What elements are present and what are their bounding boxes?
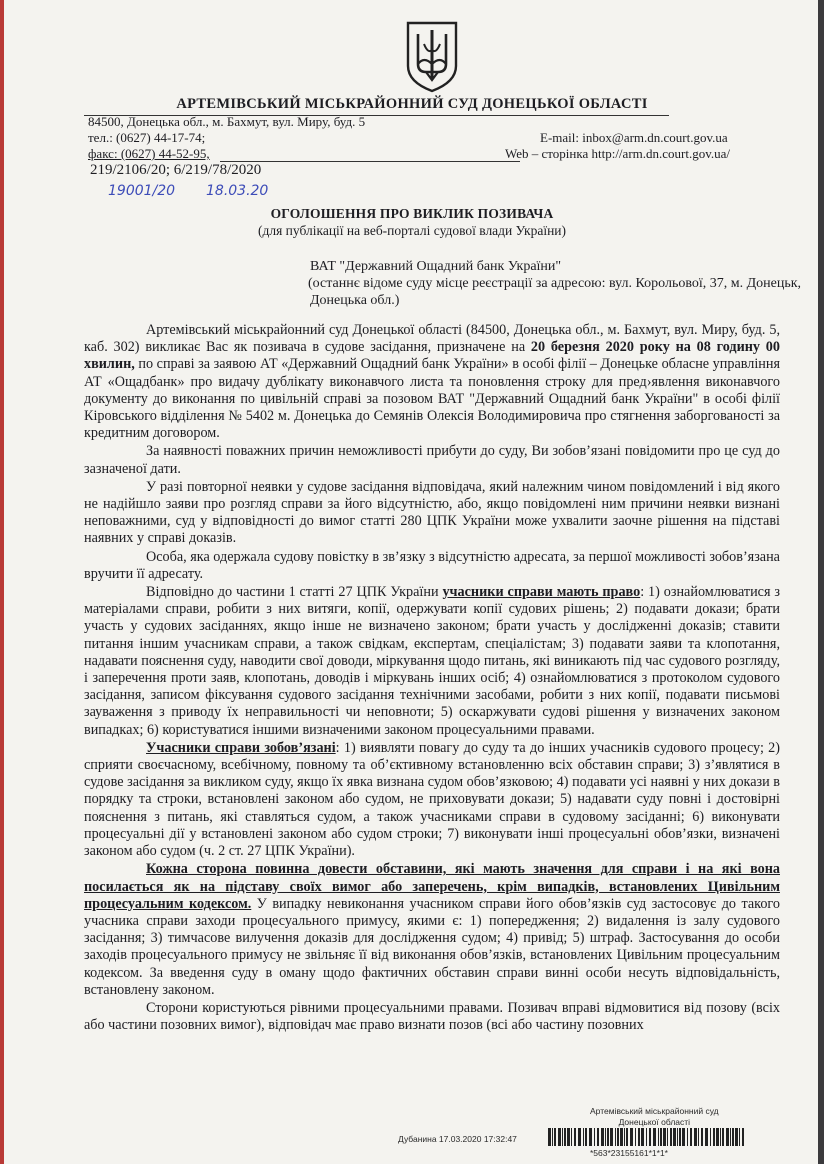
handwritten-date: 18.03.20 xyxy=(206,183,269,199)
paragraph-burden-of-proof: Кожна сторона повинна довести обставини, які мають значення для справи і на які вона посилається як на підставу своїх вимог або заперечень, крім випадків, встановлених Цивільним процесуальним кодексом. У випадку невиконання учасником справи його обов’язків суд застосовує до такого учасника справи заходи процесуального примусу, якими є: 1) попередження; 2) видалення із залу судового засідання; 3) тимчасове вилучення доказів для дослідження судом; 4) привід; 5) штраф. Застосування до особи заходів процесуального примусу не звільняє її від виконання обов’язків, встановлених Цивільним процесуальним кодексом. За введення суду в оману щодо фактичних обставин справи винні особи несуть відповідальність, встановлену законом. xyxy=(84,861,780,998)
paragraph-participant-rights: Відповідно до частини 1 статті 27 ЦПК України учасники справи мають право: 1) ознайомлюватися з матеріалами справи, робити з них витяги, копії, одержувати копії судових рішень; 2) подавати докази; брати участь у судових засіданнях, якщо інше не визначено законом; брати участь у дослідженні доказів; ставити питання іншим учасникам справи, а також свідкам, експертам, спеціалістам; 3) подавати заяви та клопотання, надавати пояснення суду, наводити свої доводи, міркування щодо питань, які виникають під час судового розгляду, і заперечення проти заяв, клопотань, доводів і міркувань інших осіб; 4) ознайомлюватися з протоколом судового засідання, записом фіксування судового засідання технічними засобами, робити з них копії, подавати письмові зауваження з приводу їх неправильності чи неповноти; 5) оскаржувати судові рішення у визначених законом випадках; 6) користуватися іншими визначеними законом процесуальними правами. xyxy=(84,584,780,738)
court-stamp: Артемівський міськрайонний суд Донецької області xyxy=(590,1106,719,1127)
recipient-block xyxy=(310,258,810,309)
contact-divider xyxy=(220,161,520,162)
court-fax: факс: (0627) 44-52-95, xyxy=(88,146,210,161)
recipient-name: ВАТ "Державний Ощадний банк України" xyxy=(310,259,562,274)
court-website: Web – сторінка http://arm.dn.court.gov.ua/ xyxy=(505,146,731,161)
handwritten-reg-number: 19001/20 xyxy=(108,183,176,199)
case-numbers: 219/2106/20; 6/219/78/2020 xyxy=(90,162,262,178)
paragraph-notify-court: За наявності поважних причин неможливості прибути до суду, Ви зобов’язані повідомити про це суд до зазначеної дати. xyxy=(84,443,780,477)
paragraph-deliver-summons: Особа, яка одержала судову повістку в зв’язку з відсутністю адресата, за першої можливості зобов’язана вручити її адресату. xyxy=(84,548,780,582)
announcement-subtitle: (для публікації на веб-порталі судової влади України) xyxy=(257,223,567,238)
court-address: 84500, Донецька обл., м. Бахмут, вул. Миру, буд. 5 xyxy=(88,114,366,129)
barcode-text: *563*23155161*1*1* xyxy=(590,1148,668,1158)
page-left-edge xyxy=(0,0,4,1164)
trident-coat-of-arms-icon xyxy=(404,20,460,94)
paragraph-equal-rights: Сторони користуються рівними процесуальними правами. Позивач вправі відмовитися від позову (всіх або частини позовних вимог), відповідач має право визнати позов (всі або частину позовних xyxy=(84,999,780,1034)
page-right-edge xyxy=(818,0,824,1164)
barcode-icon xyxy=(548,1128,748,1146)
announcement-body xyxy=(84,322,780,1034)
recipient-address-note: (останнє відоме суду місце реєстрації за адресою: вул. Корольової, 37, м. Донецьк, Донецька обл.) xyxy=(308,276,802,308)
announcement-title: ОГОЛОШЕННЯ ПРО ВИКЛИК ПОЗИВАЧА xyxy=(270,206,554,221)
paragraph-summons: Артемівський міськрайонний суд Донецької області (84500, Донецька обл., м. Бахмут, вул. Миру, буд. 5, каб. 302) викликає Вас як позивача в судове засідання, призначене на 20 березня 2020 року на 08 годину 00 хвилин, по справі за заявою АТ «Державний Ощадний банк України» в особі філії – Донецьке обласне управління АТ «Ощадбанк» про видачу дублікату виконавчого листа та поновлення строку для пред›явлення виконавчого документу до виконання по цивільній справі за позовом ВАТ "Державний Ощадний банк України" в особі філії Кіровського відділення № 5402 м. Донецька до Семянів Олексія Володимировича про стягнення заборгованості за кредитним договором. xyxy=(84,322,780,442)
paragraph-default-judgment: У разі повторної неявки у судове засідання відповідача, який належним чином повідомлений і від якого не надійшло заяви про розгляд справи за його відсутністю, або, якщо повідомлені ним причини неявки визнані неповажними, суд у відповідності до вимог статті 280 ЦПК України може ухвалити заочне рішення на підставі наявних у справі доказів. xyxy=(84,478,780,547)
paragraph-participant-duties: Учасники справи зобов’язані: 1) виявляти повагу до суду та до інших учасників судового процесу; 2) сприяти своєчасному, всебічному, повному та об’єктивному встановленню всіх обставин справи; 3) з’являтися в судове засідання за викликом суду, якщо їх явка визнана судом обов’язковою; 4) подавати усі наявні у них докази в порядку та строки, встановлені законом або судом, не приховувати докази; 5) надавати суду повні і достовірні пояснення з питань, які ставляться судом, а також учасниками справи в судовому засіданні; 6) виконувати процесуальні дії у встановлені законом або судом строки; 7) виконувати інші процесуальні обов’язки, визначені законом або судом (ч. 2 ст. 27 ЦПК України). xyxy=(84,739,780,860)
court-name: АРТЕМІВСЬКИЙ МІСЬКРАЙОННИЙ СУД ДОНЕЦЬКОЇ ОБЛАСТІ xyxy=(176,96,648,112)
court-phone: тел.: (0627) 44-17-74; xyxy=(88,130,206,145)
registration-meta: Дубанина 17.03.2020 17:32:47 xyxy=(398,1134,517,1144)
court-email: E-mail: inbox@arm.dn.court.gov.ua xyxy=(540,130,728,145)
